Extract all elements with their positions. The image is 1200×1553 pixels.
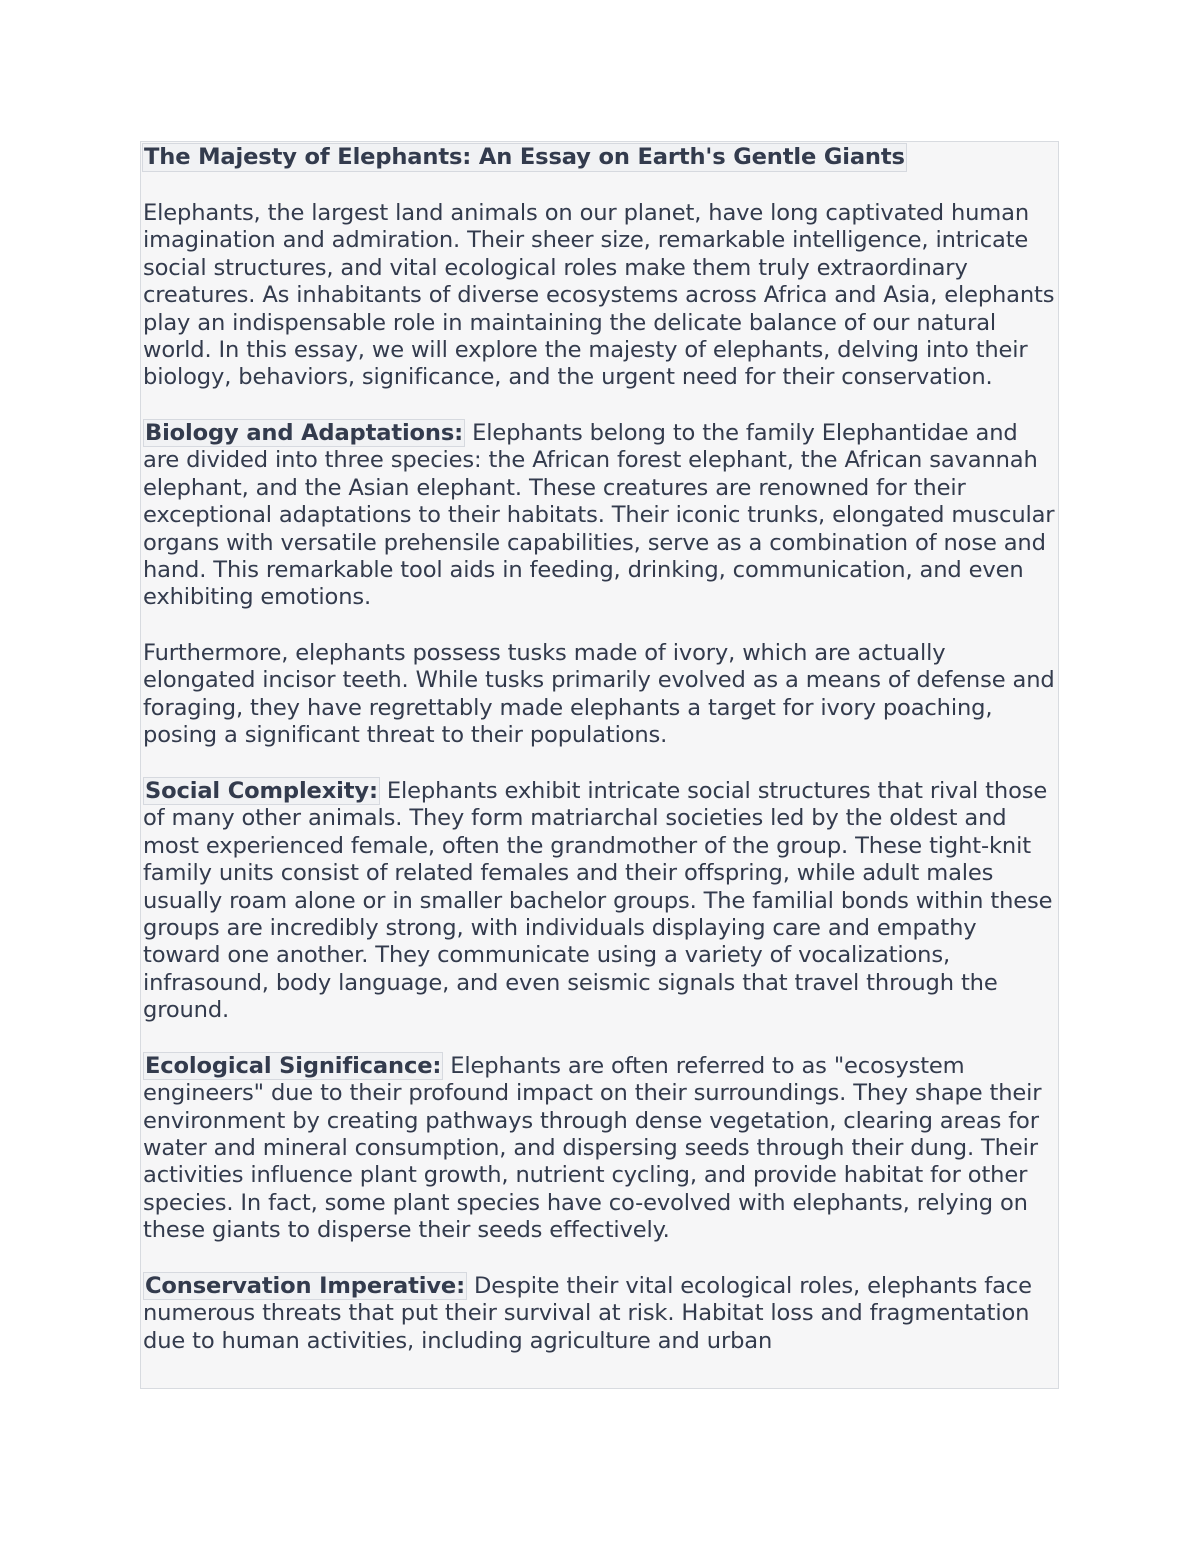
section-social (143, 778, 1057, 1025)
essay-body (143, 200, 1057, 1383)
section-text-tusks: Furthermore, elephants possess tusks made of ivory, which are actually elongated incisor teeth. While tusks primarily evolved as a means of defense and foraging, they have regrettably made elephants a target for ivory poaching, posing a significant threat to their populations. (143, 640, 1055, 749)
section-tusks (143, 640, 1057, 750)
section-heading-biology: Biology and Adaptations: (145, 420, 464, 447)
section-text-social: Elephants exhibit intricate social structures that rival those of many other animals. They form matriarchal societies led by the oldest and most experienced female, often the grandmother of the group. These tight-knit family units consist of related females and their offspring, while adult males usually roam alone or in smaller bachelor groups. The familial bonds within these groups are incredibly strong, with individuals displaying care and empathy toward one another. They communicate using a variety of vocalizations, infrasound, body language, and even seismic signals that travel through the ground. (143, 777, 1053, 1024)
section-heading-conservation: Conservation Imperative: (145, 1272, 465, 1299)
section-text-biology: Elephants belong to the family Elephantidae and are divided into three species: the African forest elephant, the African savannah elephant, and the Asian elephant. These creatures are renowned for their exceptional adaptations to their habitats. Their iconic trunks, elongated muscular organs with versatile prehensile capabilities, serve as a combination of nose and hand. This remarkable tool aids in feeding, drinking, communication, and even exhibiting emotions. (143, 420, 1055, 611)
section-heading-ecological: Ecological Significance: (145, 1052, 442, 1079)
section-heading-social: Social Complexity: (145, 777, 378, 804)
section-conservation (143, 1273, 1057, 1355)
section-biology (143, 420, 1057, 612)
essay-title: The Majesty of Elephants: An Essay on Earth's Gentle Giants (144, 144, 905, 170)
intro-paragraph: Elephants, the largest land animals on our planet, have long captivated human imagination and admiration. Their sheer size, remarkable intelligence, intricate social structures, and vital ecological roles make them truly extraordinary creatures. As inhabitants of diverse ecosystems across Africa and Asia, elephants play an indispensable role in maintaining the delicate balance of our natural world. In this essay, we will explore the majesty of elephants, delving into their biology, behaviors, significance, and the urgent need for their conservation. (143, 200, 1055, 391)
section-ecological (143, 1053, 1057, 1245)
section-text-conservation: Despite their vital ecological roles, elephants face numerous threats that put their survival at risk. Habitat loss and fragmentation due to human activities, including agriculture and urban (143, 1272, 1032, 1354)
section-text-ecological: Elephants are often referred to as "ecosystem engineers" due to their profound impact on their surroundings. They shape their environment by creating pathways through dense vegetation, clearing areas for water and mineral consumption, and dispersing seeds through their dung. Their activities influence plant growth, nutrient cycling, and provide habitat for other species. In fact, some plant species have co-evolved with elephants, relying on these giants to disperse their seeds effectively. (143, 1052, 1042, 1244)
essay-document (140, 141, 1059, 1389)
